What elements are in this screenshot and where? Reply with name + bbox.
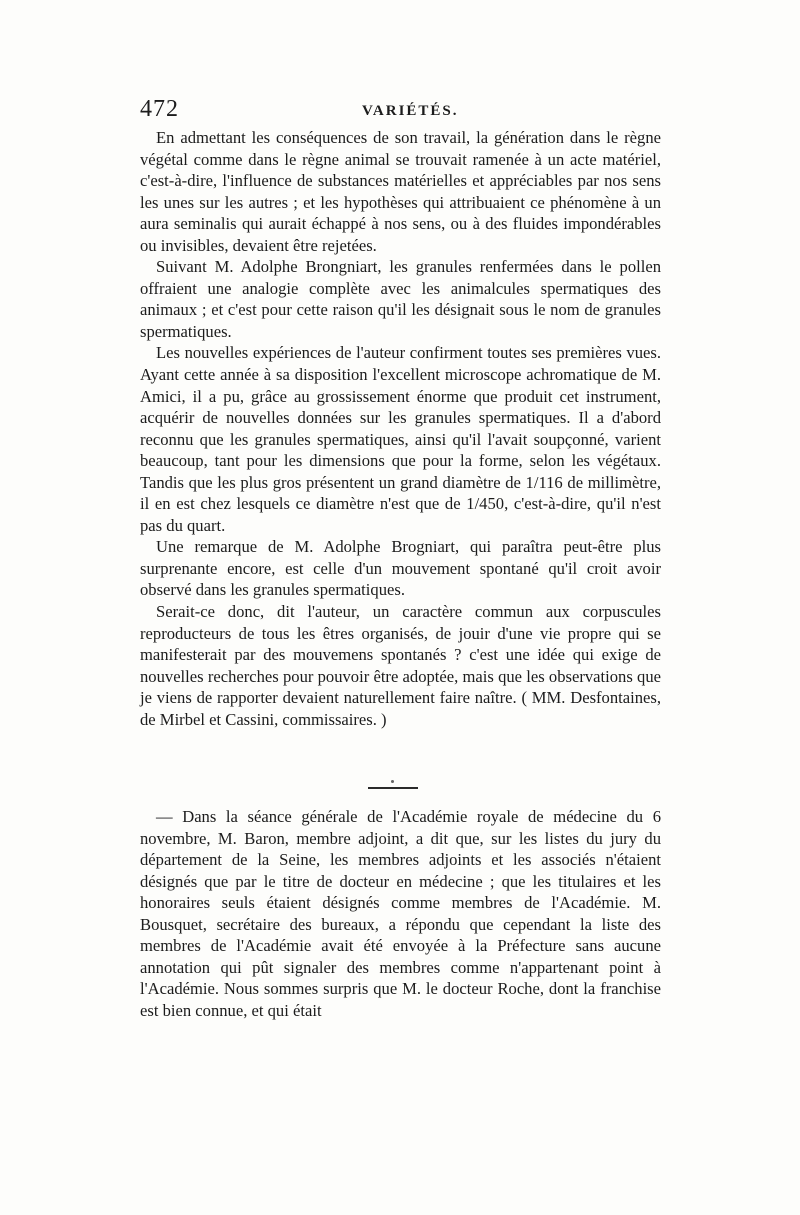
page-number: 472 [140,96,179,122]
paragraph-5: Serait-ce donc, dit l'auteur, un caractère commun aux corpuscules reproducteurs de tous les êtres organisés, de jouir d'une vie propre qui se manifesterait par des mouvemens spontanés ? c'est une idée qui exige de nouvelles recherches pour pouvoir être adoptée, mais que les observations que je viens de rapporter devaient naturellement faire naître. ( MM. Desfontaines, de Mirbel et Cassini, commissaires. ) [140,602,661,729]
paragraph-2: Suivant M. Adolphe Brongniart, les granules renfermées dans le pollen offraient une analogie complète avec les animalcules spermatiques des animaux ; et c'est pour cette raison qu'il les désignait sous le nom de granules spermatiques. [140,257,661,341]
section-divider-dot [391,780,394,783]
paragraph-1: En admettant les conséquences de son travail, la génération dans le règne végétal comme dans le règne animal se trouvait ramenée à un acte matériel, c'est-à-dire, l'influence de substances matérielles et appréciables par nos sens les unes sur les autres ; et les hypothèses qui attribuaient ce phénomène à un aura seminalis qui aurait échappé à nos sens, ou à des fluides impondérables ou invisibles, devaient être rejetées. [140,128,661,255]
paragraph-6: — Dans la séance générale de l'Académie royale de médecine du 6 novembre, M. Baron, membre adjoint, a dit que, sur les listes du jury du département de la Seine, les membres adjoints et les associés n'étaient désignés que par le titre de docteur en médecine ; que les titulaires et les honoraires seuls étaient désignés comme membres de l'Académie. M. Bousquet, secrétaire des bureaux, a répondu que cependant la liste des membres de l'Académie avait été envoyée à la Préfecture sans aucune annotation qui pût signaler des membres comme n'appartenant point à l'Académie. Nous sommes surpris que M. le docteur Roche, dont la franchise est bien connue, et qui était [140,807,661,1020]
paragraph-4: Une remarque de M. Adolphe Brogniart, qui paraîtra peut-être plus surprenante encore, est celle d'un mouvement spontané qu'il croit avoir observé dans les granules spermatiques. [140,537,661,600]
section-divider [368,787,418,789]
body-text-upper [140,127,661,730]
running-head: VARIÉTÉS. [362,103,459,119]
body-text-lower [140,806,661,1021]
paragraph-3: Les nouvelles expériences de l'auteur confirment toutes ses premières vues. Ayant cette année à sa disposition l'excellent microscope achromatique de M. Amici, il a pu, grâce au grossissement énorme que produit cet instrument, acquérir de nouvelles données sur les granules spermatiques. Il a d'abord reconnu que les granules spermatiques, ainsi qu'il l'avait soupçonné, varient beaucoup, tant pour les dimensions que pour la forme, selon les végétaux. Tandis que les plus gros présentent un grand diamètre de 1/116 de millimètre, il en est chez lesquels ce diamètre n'est que de 1/450, c'est-à-dire, qu'il n'est pas du quart. [140,343,661,535]
page-header [140,96,665,126]
